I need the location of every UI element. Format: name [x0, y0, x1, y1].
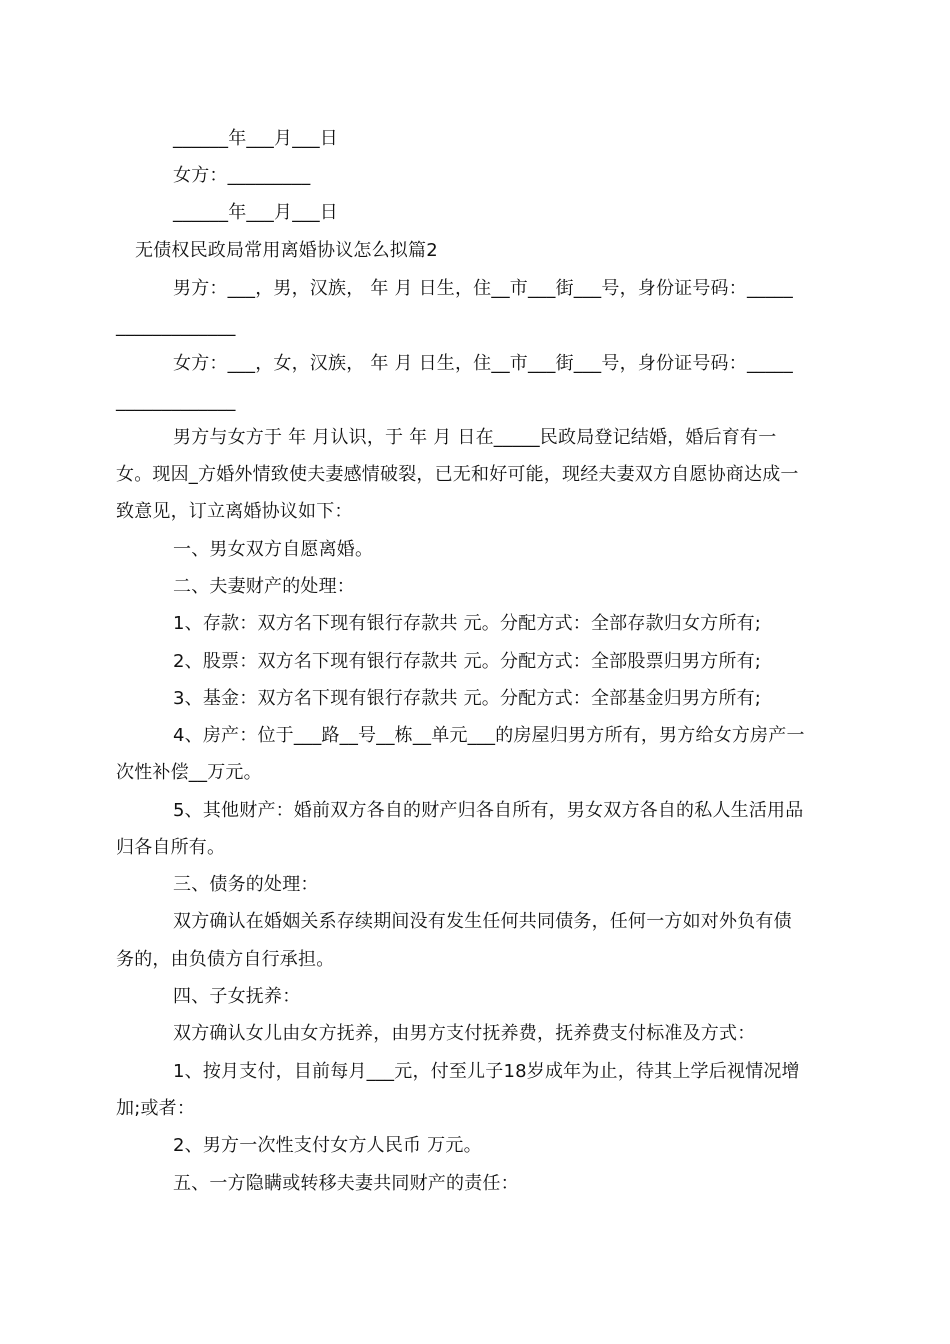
section-title: 无债权民政局常用离婚协议怎么拟篇2 [135, 240, 438, 261]
intro-paragraph-line: 致意见，订立离婚协议如下： [116, 501, 353, 522]
clause-4-body: 双方确认女儿由女方抚养，由男方支付抚养费，抚养费支付标准及方式： [173, 1023, 756, 1044]
clause-3-body: 双方确认在婚姻关系存续期间没有发生任何共同债务，任何一方如对外负有债 [173, 911, 792, 932]
clause-2-item: 5、其他财产：婚前双方各自的财产归各自所有，男女双方各自的私人生活用品 [173, 800, 804, 821]
male-party-info: 男方：___，男，汉族， 年 月 日生，住__市___街___号，身份证号码：_____ [173, 278, 793, 299]
clause-2-item: 4、房产：位于___路__号__栋__单元___的房屋归男方所有，男方给女方房产一 [173, 725, 805, 746]
clause-2-item: 1、存款：双方名下现有银行存款共 元。分配方式：全部存款归女方所有; [173, 613, 762, 634]
clause-2-item-continued: 归各自所有。 [116, 837, 226, 858]
clause-4-item: 1、按月支付，目前每月___元，付至儿子18岁成年为止，待其上学后视情况增 [173, 1061, 800, 1082]
clause-3-heading: 三、债务的处理： [173, 874, 319, 895]
female-party-info: 女方：___，女，汉族， 年 月 日生，住__市___街___号，身份证号码：_____ [173, 353, 793, 374]
clause-1: 一、男女双方自愿离婚。 [173, 539, 374, 560]
signature-date-line: ______年___月___日 [173, 128, 338, 149]
female-signature-line: 女方：_________ [173, 165, 311, 186]
intro-paragraph-line: 男方与女方于 年 月认识，于 年 月 日在_____民政局登记结婚，婚后育有一 [173, 427, 777, 448]
clause-2-item: 3、基金：双方名下现有银行存款共 元。分配方式：全部基金归男方所有; [173, 688, 762, 709]
clause-4-item: 2、男方一次性支付女方人民币 万元。 [173, 1135, 482, 1156]
clause-4-heading: 四、子女抚养： [173, 986, 301, 1007]
intro-paragraph-line: 女。现因_方婚外情致使夫妻感情破裂，已无和好可能，现经夫妻双方自愿协商达成一 [116, 464, 799, 485]
clause-2-item: 2、股票：双方名下现有银行存款共 元。分配方式：全部股票归男方所有; [173, 651, 762, 672]
clause-4-item-continued: 加;或者： [116, 1098, 196, 1119]
clause-5-heading: 五、一方隐瞒或转移夫妻共同财产的责任： [173, 1173, 519, 1194]
clause-2-item-continued: 次性补偿__万元。 [116, 762, 262, 783]
clause-2-heading: 二、夫妻财产的处理： [173, 576, 355, 597]
clause-3-body-continued: 务的，由负债方自行承担。 [116, 949, 335, 970]
signature-date-line: ______年___月___日 [173, 202, 338, 223]
female-party-info-continued: _____________ [116, 391, 236, 412]
male-party-info-continued: _____________ [116, 316, 236, 337]
